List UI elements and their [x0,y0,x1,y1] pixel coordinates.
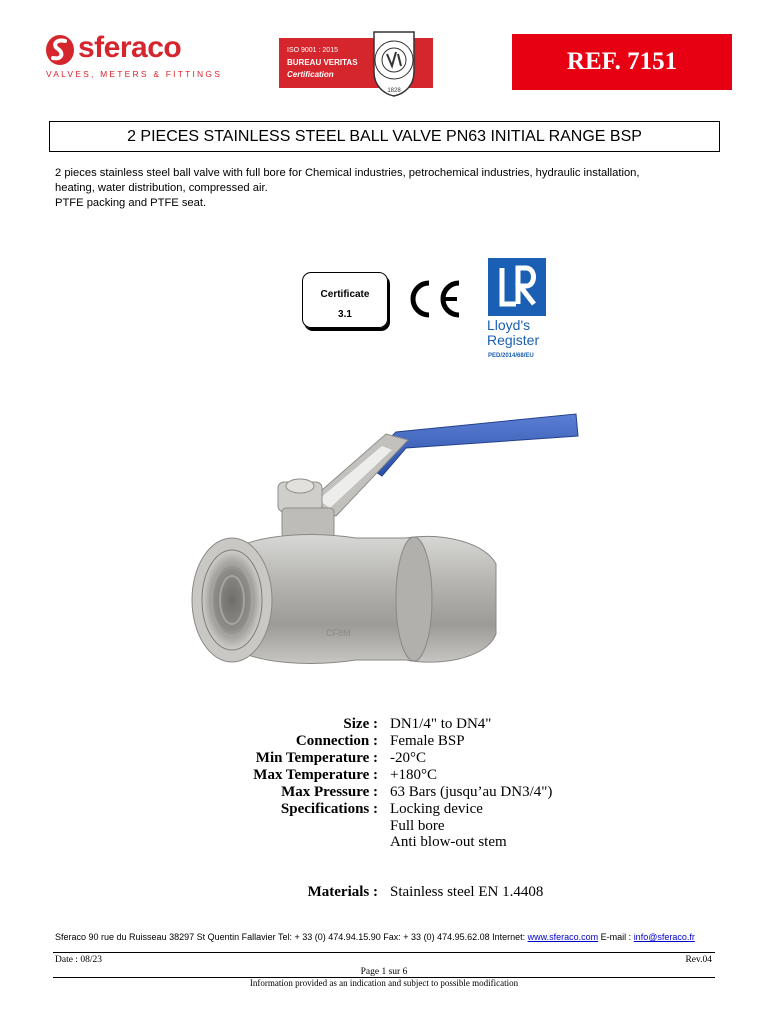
ball-valve-photo [186,404,582,694]
lr-name-line1: Lloyd's [487,317,531,333]
spec-specifications-value: Locking device [390,801,483,817]
reference-number: REF. 7151 [512,34,732,90]
seal-year: 1828 [387,88,401,94]
spec-max-pressure-value: 63 Bars (jusqu’au DN3/4") [390,784,553,800]
description-line: PTFE packing and PTFE seat. [55,197,207,209]
description-line: heating, water distribution, compressed air. [55,182,268,194]
certificate-label: Certificate [320,289,370,300]
lloyds-register-logo [486,258,550,362]
lr-ped: PED/2014/68/EU [488,353,534,359]
document-date: Date : 08/23 [55,955,102,965]
product-description [55,166,715,211]
bureau-veritas-line: BUREAU VERITAS [287,58,358,67]
lr-emblem-icon [488,258,546,316]
spec-materials-value: Stainless steel EN 1.4408 [390,884,544,900]
document-revision: Rev.04 [685,955,712,965]
sferaco-logo [44,33,224,81]
bureau-veritas-seal-icon [368,28,420,98]
spec-connection-label: Connection : [295,733,378,749]
certificate-number: 3.1 [338,309,352,320]
certificate-3-1-badge [302,272,388,328]
product-title: 2 PIECES STAINLESS STEEL BALL VALVE PN63 INITIAL RANGE BSP [49,121,720,152]
email-label: E-mail : [598,932,634,942]
lr-name-line2: Register [487,332,540,348]
spec-specifications-label: Specifications : [280,801,378,817]
svg-text:CF8M: CF8M [326,628,351,638]
certification-line: Certification [287,70,334,79]
spec-max-temperature-value: +180°C [390,767,437,783]
address-text: Sferaco 90 rue du Ruisseau 38297 St Quentin Fallavier Tel: + 33 (0) 474.94.15.90 Fax: + 33 (0) 474.95.62.08 Internet: [55,932,528,942]
disclaimer: Information provided as an indication and subject to possible modification [249,978,519,988]
sferaco-swirl-icon [44,33,76,67]
spec-materials-label: Materials : [307,884,378,900]
spec-connection-value: Female BSP [390,733,465,749]
spec-specifications-value: Anti blow-out stem [390,834,507,850]
footer-divider [53,952,715,953]
brand-tagline: VALVES, METERS & FITTINGS [46,69,223,79]
spec-specifications-value: Full bore [390,818,445,834]
spec-min-temperature-value: -20°C [390,750,426,766]
email-link[interactable]: info@sferaco.fr [633,932,695,942]
spec-max-pressure-label: Max Pressure : [281,784,378,800]
ce-mark-icon [403,278,463,320]
spec-size-value: DN1/4" to DN4" [390,716,492,732]
iso-line: ISO 9001 : 2015 [287,47,338,54]
website-link[interactable]: www.sferaco.com [527,932,599,942]
page-number: Page 1 sur 6 [360,967,408,977]
spec-max-temperature-label: Max Temperature : [253,767,378,783]
description-line: 2 pieces stainless steel ball valve with full bore for Chemical industries, petrochemical industries, hydraulic installation, [55,167,640,179]
company-address [55,932,695,942]
brand-name: sferaco [78,31,182,64]
spec-min-temperature-label: Min Temperature : [255,750,378,766]
spec-size-label: Size : [343,716,378,732]
